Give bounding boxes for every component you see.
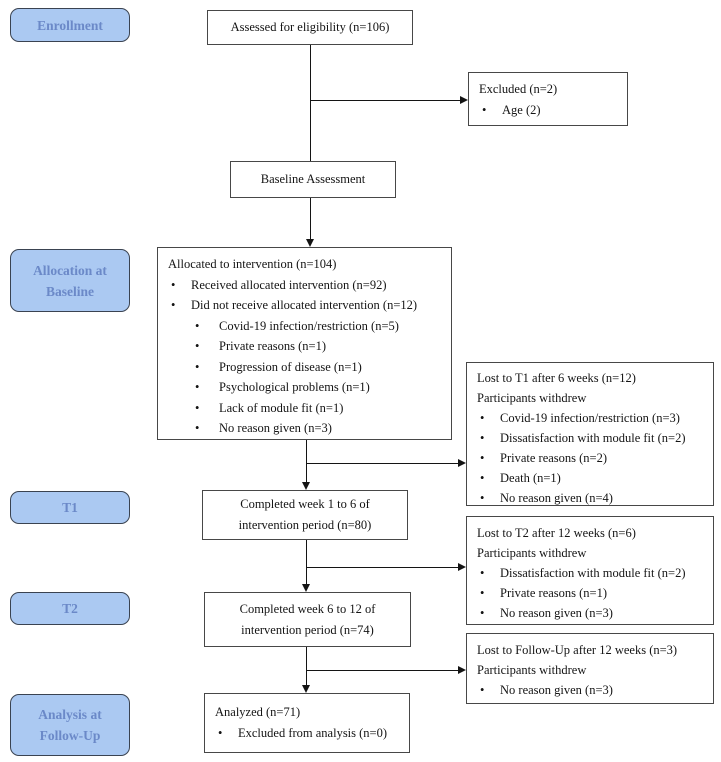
- bullet-icon: [195, 357, 219, 378]
- arrow-down-icon: [306, 239, 314, 247]
- list-item: [477, 563, 707, 583]
- completed-week-6-12-box: [204, 592, 411, 647]
- list-item: [477, 680, 707, 700]
- list-item-text: No reason given (n=3): [500, 606, 613, 620]
- bullet-icon: [477, 468, 500, 488]
- stage-label-allocation-at-baseline: [10, 249, 130, 312]
- lost-to-t1-box: [466, 362, 714, 506]
- box-text-line1: Completed week 6 to 12 of: [239, 601, 376, 616]
- list-item: [477, 583, 707, 603]
- connector-line: [310, 45, 311, 161]
- stage-label-text: T2: [62, 601, 78, 616]
- allocated-box: [157, 247, 452, 440]
- list-item-text: Dissatisfaction with module fit (n=2): [500, 431, 686, 445]
- bullet-icon: [168, 295, 191, 316]
- bullet-icon: [195, 398, 219, 419]
- box-subtitle: Participants withdrew: [477, 663, 587, 677]
- box-title: Lost to T1 after 6 weeks (n=12): [477, 371, 636, 385]
- bullet-icon: [195, 336, 219, 357]
- connector-line: [306, 567, 458, 568]
- list-item-text: Did not receive allocated intervention (n=12): [191, 298, 418, 312]
- list-item-text: Death (n=1): [500, 471, 561, 485]
- connector-line: [310, 100, 460, 101]
- stage-label-text: Allocation at Baseline: [33, 262, 107, 299]
- stage-label-t1: [10, 491, 130, 524]
- arrow-down-icon: [302, 482, 310, 490]
- list-item-text: No reason given (n=3): [219, 421, 332, 435]
- bullet-icon: [477, 488, 500, 506]
- list-item-text: No reason given (n=3): [500, 683, 613, 697]
- list-item-text: Lack of module fit (n=1): [219, 400, 344, 415]
- baseline-assessment-box: [230, 161, 396, 198]
- arrow-right-icon: [460, 96, 468, 104]
- completed-week-1-6-box: [202, 490, 408, 540]
- list-item: [477, 408, 707, 428]
- list-item-text: Excluded from analysis (n=0): [238, 726, 388, 740]
- bullet-icon: [477, 563, 500, 583]
- arrow-right-icon: [458, 666, 466, 674]
- list-item-text: Psychological problems (n=1): [219, 380, 370, 394]
- list-item: [479, 100, 621, 121]
- arrow-down-icon: [302, 584, 310, 592]
- stage-label-text: T1: [62, 500, 78, 515]
- box-title: Lost to Follow-Up after 12 weeks (n=3): [477, 643, 678, 657]
- bullet-icon: [195, 316, 219, 337]
- excluded-box: [468, 72, 628, 126]
- list-item-text: No reason given (n=4): [500, 491, 613, 505]
- box-title: Lost to T2 after 12 weeks (n=6): [477, 526, 636, 540]
- list-item: [477, 488, 707, 506]
- arrow-down-icon: [302, 685, 310, 693]
- list-item: [168, 357, 445, 378]
- box-title: Allocated to intervention (n=104): [168, 257, 337, 271]
- bullet-icon: [479, 100, 502, 121]
- list-item-text: Progression of disease (n=1): [219, 359, 362, 374]
- list-item: [215, 723, 403, 744]
- box-subtitle: Participants withdrew: [477, 546, 587, 560]
- list-item-text: Covid-19 infection/restriction (n=5): [219, 318, 399, 333]
- connector-line: [306, 463, 458, 464]
- list-item: [168, 336, 445, 357]
- connector-line: [306, 440, 307, 482]
- list-item-text: Received allocated intervention (n=92): [191, 277, 387, 292]
- list-item: [477, 468, 707, 488]
- bullet-icon: [477, 603, 500, 623]
- list-item: [168, 275, 445, 296]
- box-title: Excluded (n=2): [479, 82, 558, 96]
- arrow-right-icon: [458, 459, 466, 467]
- bullet-icon: [477, 583, 500, 603]
- lost-to-t2-box: [466, 516, 714, 625]
- bullet-icon: [477, 680, 500, 700]
- bullet-icon: [215, 723, 238, 744]
- connector-line: [306, 647, 307, 685]
- list-item: [168, 398, 445, 419]
- list-item: [477, 603, 707, 623]
- list-item: [168, 418, 445, 439]
- bullet-icon: [477, 428, 500, 448]
- stage-label-analysis-at-follow-up: [10, 694, 130, 756]
- list-item: [477, 428, 707, 448]
- box-text-line1: Completed week 1 to 6 of: [240, 497, 370, 511]
- connector-line: [306, 670, 458, 671]
- stage-label-text: Enrollment: [37, 17, 103, 33]
- list-item-text: Private reasons (n=1): [219, 339, 327, 353]
- stage-label-enrollment: [10, 8, 130, 42]
- lost-to-follow-up-box: [466, 633, 714, 704]
- list-item-text: Age (2): [502, 103, 541, 117]
- box-text-line2: intervention period (n=80): [238, 518, 372, 532]
- list-item: [477, 448, 707, 468]
- list-item: [168, 377, 445, 398]
- list-item-text: Covid-19 infection/restriction (n=3): [500, 411, 680, 425]
- list-item-text: Dissatisfaction with module fit (n=2): [500, 566, 686, 580]
- analyzed-box: [204, 693, 410, 753]
- stage-label-text: Analysis at Follow-Up: [38, 707, 102, 743]
- bullet-icon: [195, 377, 219, 398]
- box-text: Assessed for eligibility (n=106): [230, 20, 390, 34]
- bullet-icon: [477, 408, 500, 428]
- bullet-icon: [477, 448, 500, 468]
- list-item: [168, 316, 445, 337]
- list-item: [168, 295, 445, 316]
- connector-line: [310, 198, 311, 239]
- bullet-icon: [168, 275, 191, 296]
- box-text: Baseline Assessment: [260, 172, 366, 186]
- list-item-text: Private reasons (n=1): [500, 586, 608, 600]
- assessed-eligibility-box: [207, 10, 413, 45]
- box-text-line2: intervention period (n=74): [241, 622, 374, 637]
- arrow-right-icon: [458, 563, 466, 571]
- stage-label-t2: [10, 592, 130, 625]
- list-item-text: Private reasons (n=2): [500, 451, 608, 465]
- bullet-icon: [195, 418, 219, 439]
- box-subtitle: Participants withdrew: [477, 391, 587, 405]
- connector-line: [306, 540, 307, 584]
- box-title: Analyzed (n=71): [215, 705, 301, 719]
